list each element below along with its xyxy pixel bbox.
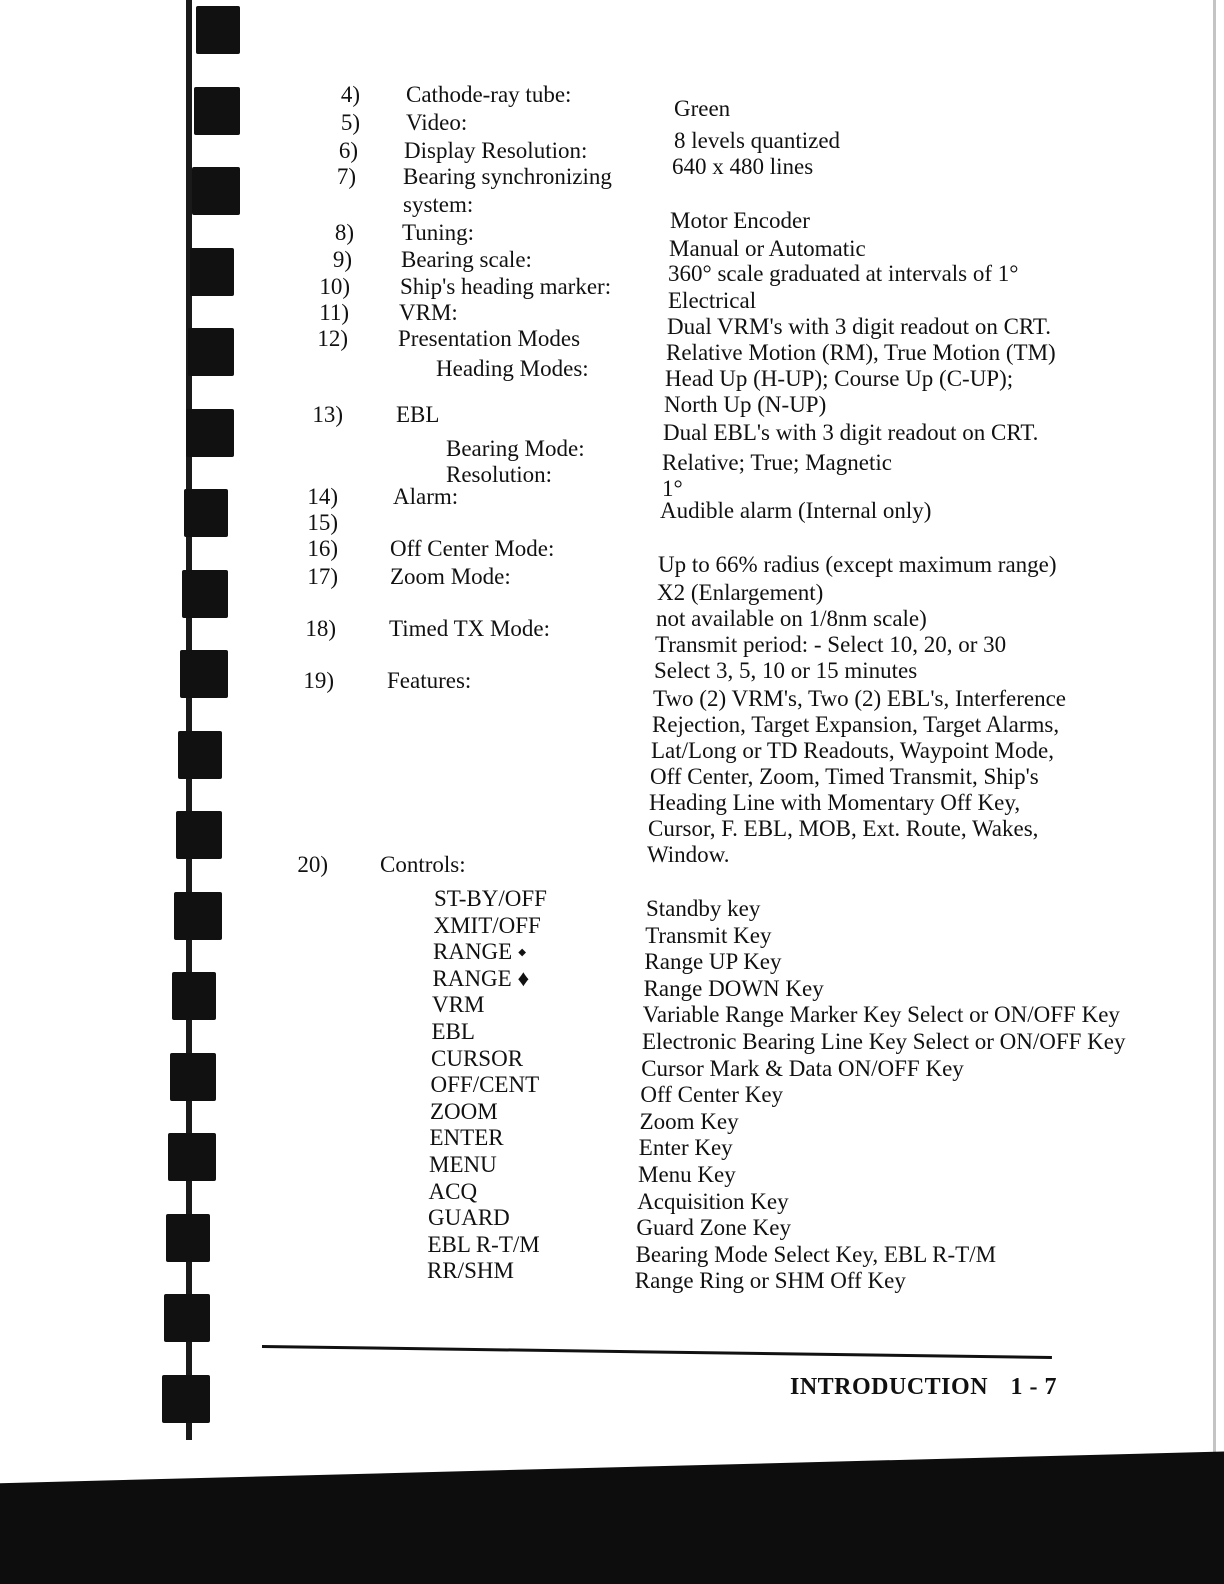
control-key: RR/SHM xyxy=(427,1258,514,1284)
control-description: Menu Key xyxy=(638,1162,736,1187)
control-description: Range DOWN Key xyxy=(643,975,824,1001)
spec-number: 16) xyxy=(307,536,338,561)
control-description: Guard Zone Key xyxy=(636,1215,791,1241)
binding-margin xyxy=(0,0,150,1584)
scan-shadow xyxy=(0,1440,1224,1584)
spec-number: 4) xyxy=(340,82,360,107)
spec-label: VRM: xyxy=(399,300,458,325)
control-description: Range Ring or SHM Off Key xyxy=(634,1268,906,1294)
spec-number: 13) xyxy=(312,402,343,427)
spec-value: 640 x 480 lines xyxy=(672,154,814,179)
spec-label-continued: system: xyxy=(403,192,474,217)
spec-value-line: Rejection, Target Expansion, Target Alarms, xyxy=(652,712,1060,737)
spec-value: Manual or Automatic xyxy=(669,236,866,261)
control-key: EBL xyxy=(431,1019,475,1044)
spec-value: Two (2) VRM's, Two (2) EBL's, Interference xyxy=(653,686,1067,711)
control-key: RANGE ⬩ xyxy=(433,939,527,965)
control-description: Electronic Bearing Line Key Select or ON/OFF Key xyxy=(642,1029,1126,1054)
control-description: Zoom Key xyxy=(639,1108,739,1134)
spec-number: 7) xyxy=(336,164,356,189)
spec-value: Head Up (H-UP); Course Up (C-UP); xyxy=(665,366,1014,391)
control-key: GUARD xyxy=(428,1205,510,1231)
scan-edge xyxy=(1213,0,1216,1480)
spec-value-line: Cursor, F. EBL, MOB, Ext. Route, Wakes, xyxy=(648,816,1039,841)
control-description: Off Center Key xyxy=(640,1082,784,1108)
spec-value: Relative; True; Magnetic xyxy=(662,450,892,475)
control-key: OFF/CENT xyxy=(430,1072,540,1098)
spec-value-continued: Select 3, 5, 10 or 15 minutes xyxy=(654,658,918,683)
footer-section: INTRODUCTION xyxy=(790,1374,989,1400)
spec-value: 8 levels quantized xyxy=(674,128,841,153)
spec-value: Green xyxy=(674,96,731,121)
page-number: 1 - 7 xyxy=(1010,1374,1058,1400)
control-key: MENU xyxy=(429,1152,497,1177)
spec-number: 5) xyxy=(340,110,360,135)
spec-value: Up to 66% radius (except maximum range) xyxy=(658,552,1057,577)
spec-label: Zoom Mode: xyxy=(390,564,511,589)
spec-value: Relative Motion (RM), True Motion (TM) xyxy=(666,340,1056,365)
spec-label: Features: xyxy=(387,668,472,693)
spec-value: Dual EBL's with 3 digit readout on CRT. xyxy=(663,420,1039,445)
spec-value: Motor Encoder xyxy=(670,208,810,233)
spec-number: 14) xyxy=(307,484,338,509)
control-key: ACQ xyxy=(428,1178,478,1204)
spec-label: Bearing Mode: xyxy=(446,436,585,461)
spec-value-continued: not available on 1/8nm scale) xyxy=(656,606,927,631)
spec-label: Ship's heading marker: xyxy=(400,274,612,299)
spec-label: Alarm: xyxy=(393,484,459,509)
control-description: Variable Range Marker Key Select or ON/OFF Key xyxy=(642,1002,1120,1028)
spec-number: 19) xyxy=(303,668,334,693)
spec-value: 1° xyxy=(662,476,683,501)
spec-number: 10) xyxy=(319,274,350,299)
control-key: EBL R-T/M xyxy=(427,1231,540,1257)
spec-label: Cathode-ray tube: xyxy=(406,82,572,107)
control-key: XMIT/OFF xyxy=(433,912,541,938)
control-key: ST-BY/OFF xyxy=(434,886,547,911)
control-key: CURSOR xyxy=(431,1045,524,1071)
spec-number: 8) xyxy=(334,220,354,245)
spec-number: 6) xyxy=(338,138,358,163)
spec-value-continued: North Up (N-UP) xyxy=(664,392,827,417)
spec-number: 15) xyxy=(307,510,338,535)
spec-label: Timed TX Mode: xyxy=(389,616,551,641)
spec-value: 360° scale graduated at intervals of 1° xyxy=(668,261,1019,286)
control-description: Bearing Mode Select Key, EBL R-T/M xyxy=(635,1241,997,1267)
page-footer xyxy=(790,1374,1057,1401)
control-description: Cursor Mark & Data ON/OFF Key xyxy=(641,1055,964,1081)
control-key: ZOOM xyxy=(430,1098,498,1124)
footer-rule xyxy=(262,1345,1052,1359)
control-key: ENTER xyxy=(429,1125,504,1151)
spec-value: Transmit period: - Select 10, 20, or 30 xyxy=(655,632,1007,657)
spec-value: X2 (Enlargement) xyxy=(657,580,824,605)
spec-number: 11) xyxy=(319,300,349,325)
spec-value-line: Off Center, Zoom, Timed Transmit, Ship's xyxy=(650,764,1039,789)
spec-number: 18) xyxy=(305,616,336,641)
control-key: VRM xyxy=(432,992,485,1018)
spec-label: Presentation Modes xyxy=(398,326,581,351)
spec-label: Display Resolution: xyxy=(404,138,588,163)
spec-value-line: Heading Line with Momentary Off Key, xyxy=(649,790,1021,815)
spec-label: Tuning: xyxy=(402,220,475,245)
spec-number: 17) xyxy=(307,564,338,589)
spec-value: Electrical xyxy=(668,288,757,313)
spec-label: EBL xyxy=(396,402,440,427)
spec-number: 9) xyxy=(332,247,352,272)
spec-value-line: Window. xyxy=(647,842,730,867)
spec-label: Off Center Mode: xyxy=(390,536,555,561)
control-key: RANGE ♦ xyxy=(432,965,530,991)
spec-label: Controls: xyxy=(380,852,466,877)
document-page xyxy=(190,0,1190,1440)
spec-label: Heading Modes: xyxy=(436,356,589,381)
spec-label: Video: xyxy=(406,110,468,135)
control-description: Standby key xyxy=(646,896,761,921)
spec-value: Audible alarm (Internal only) xyxy=(660,498,932,523)
spec-value: Dual VRM's with 3 digit readout on CRT. xyxy=(667,314,1051,339)
spec-number: 12) xyxy=(317,326,348,351)
spec-value-line: Lat/Long or TD Readouts, Waypoint Mode, xyxy=(651,738,1054,763)
control-description: Acquisition Key xyxy=(637,1188,789,1214)
control-description: Transmit Key xyxy=(645,922,772,948)
spec-number: 20) xyxy=(297,852,328,877)
spec-label: Resolution: xyxy=(446,462,553,487)
control-description: Enter Key xyxy=(638,1135,733,1161)
spec-label: Bearing synchronizing xyxy=(403,164,612,189)
spec-label: Bearing scale: xyxy=(401,247,532,272)
control-description: Range UP Key xyxy=(644,949,782,975)
